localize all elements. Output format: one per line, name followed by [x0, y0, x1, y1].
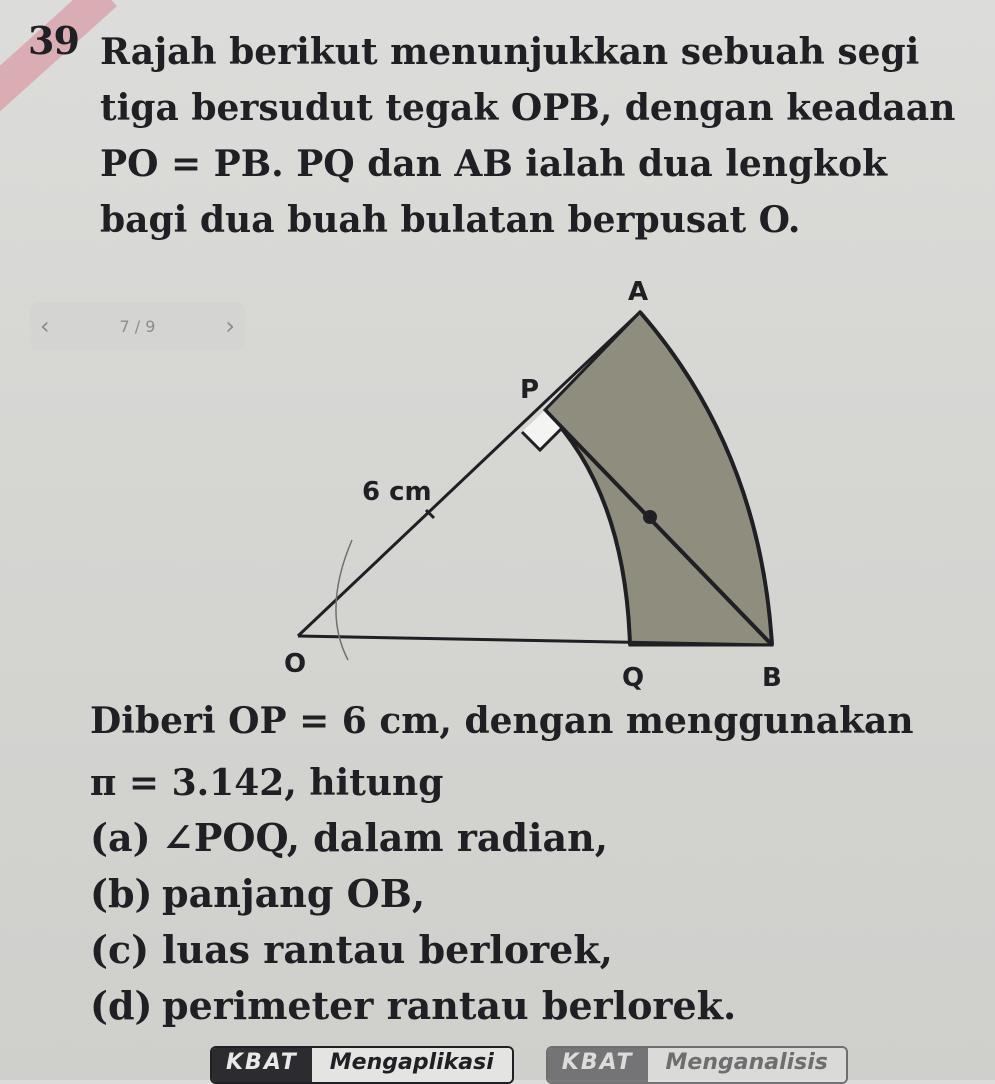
intro-line: Rajah berikut menunjukkan sebuah segi [100, 31, 920, 73]
part-label: (b) [90, 871, 153, 916]
given-line: π = 3.142, hitung [90, 762, 444, 804]
part-d [90, 978, 736, 1034]
part-text: perimeter rantau berlorek. [162, 983, 737, 1028]
label-op-length: 6 cm [362, 477, 432, 507]
part-text: panjang OB, [162, 871, 426, 916]
handwritten-arc [336, 540, 352, 660]
part-b [90, 866, 736, 922]
tag-code: KBAT [212, 1048, 312, 1082]
page-indicator: 7 / 9 [119, 316, 156, 336]
part-label: (d) [90, 983, 153, 1028]
intro-line: PO = PB. PQ dan AB ialah dua lengkok [100, 143, 888, 185]
kbat-tag-menganalisis [546, 1046, 848, 1084]
tag-label: Mengaplikasi [312, 1048, 512, 1082]
kbat-tag-mengaplikasi [210, 1046, 514, 1084]
question-parts [90, 810, 736, 1034]
label-b: B [762, 663, 782, 693]
label-o: O [284, 649, 307, 679]
given-statement [90, 690, 970, 814]
question-number: 39 [28, 18, 79, 63]
chevron-left-icon[interactable]: ‹ [40, 312, 50, 340]
pb-midpoint-dot [643, 510, 657, 524]
part-a [90, 810, 736, 866]
chevron-right-icon[interactable]: › [225, 312, 235, 340]
line-oa [298, 312, 640, 636]
footer-tags [210, 1046, 848, 1084]
tag-label: Menganalisis [648, 1048, 846, 1082]
tag-code: KBAT [548, 1048, 648, 1082]
intro-line: tiga bersudut tegak OPB, dengan keadaan [100, 87, 956, 129]
label-q: Q [622, 663, 645, 693]
label-a: A [628, 277, 649, 307]
part-text: luas rantau berlorek, [162, 927, 613, 972]
part-c [90, 922, 736, 978]
intro-line: bagi dua buah bulatan berpusat O. [100, 199, 801, 241]
part-text: ∠POQ, dalam radian, [162, 815, 608, 860]
label-p: P [520, 375, 540, 405]
given-line: Diberi OP = 6 cm, dengan menggunakan [90, 700, 914, 742]
part-label: (c) [90, 927, 150, 972]
part-label: (a) [90, 815, 151, 860]
